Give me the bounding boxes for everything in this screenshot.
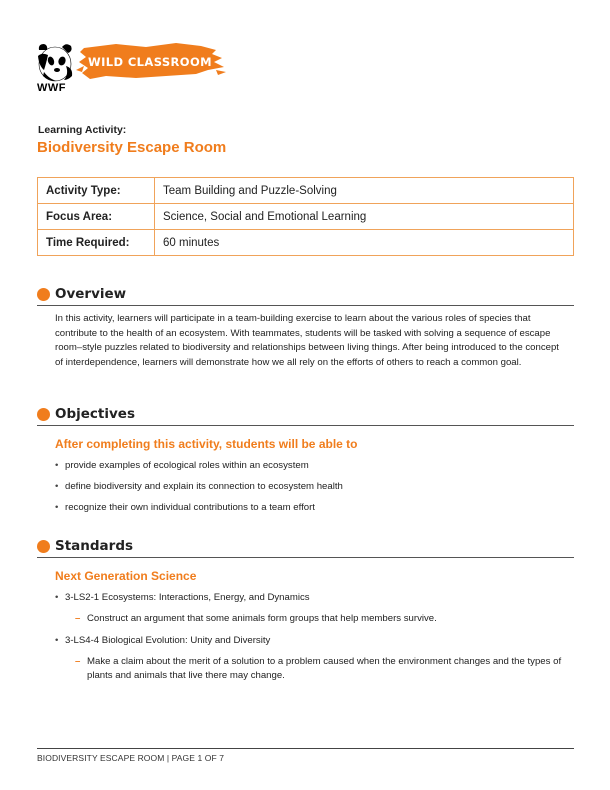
page-footer: BIODIVERSITY ESCAPE ROOM | PAGE 1 OF 7 [37,753,225,763]
standards-subheading: Next Generation Science [55,569,197,583]
objectives-subheading: After completing this activity, students will be able to [55,437,358,451]
wwf-wordmark: WWF [37,82,66,94]
table-row [38,230,574,256]
page-title: Biodiversity Escape Room [37,139,227,156]
bullet-dot-icon [37,540,50,553]
footer-divider [37,748,574,749]
dash-icon: – [75,613,81,624]
section-title: Overview [55,286,127,302]
dash-icon: – [75,656,81,667]
table-row [38,204,574,230]
table-row [38,178,574,204]
section-title: Standards [55,538,134,554]
section-header [37,285,574,306]
sub-list-item: – Make a claim about the merit of a solution to a problem caused when the environment changes and the types of plants and animals that live there may change. [75,656,562,681]
objectives-list [37,459,574,514]
list-item: • provide examples of ecological roles within an ecosystem [55,460,309,471]
activity-kicker: Learning Activity: [38,124,127,136]
objectives-section [37,405,574,514]
bullet-icon: • [55,481,59,492]
panda-icon [36,42,74,82]
sub-list-item: – Construct an argument that some animals form groups that help members survive. [75,613,437,624]
list-item: • 3-LS2-1 Ecosystems: Interactions, Energy, and Dynamics – Construct an argument that some animals form groups that help members survive. [55,591,574,626]
sub-list [65,612,574,626]
bullet-icon: • [55,592,59,603]
sub-list [65,655,574,683]
standards-list [37,591,574,683]
overview-text: In this activity, learners will participate in a team-building exercise to learn about the various roles of species that contribute to the health of an ecosystem. With teammates, students will be tasked with solving a sequence of escape room–style puzzles related to biodiversity and relationships between living things. After being introduced to the concept of interdependence, learners will demonstrate how we all rely on the efforts of others to reach a common goal. [55,313,559,368]
standards-section [37,537,574,683]
section-header [37,405,574,426]
list-item: • define biodiversity and explain its connection to ecosystem health [55,481,343,492]
overview-section [37,285,574,370]
wwf-logo [36,40,236,96]
info-value: Science, Social and Emotional Learning [155,204,574,230]
wild-classroom-label: WILD CLASSROOM [88,55,213,69]
info-value: Team Building and Puzzle-Solving [155,178,574,204]
info-key: Time Required: [38,230,155,256]
activity-info-table [37,177,574,256]
section-header [37,537,574,558]
bullet-icon: • [55,460,59,471]
info-value: 60 minutes [155,230,574,256]
info-key: Focus Area: [38,204,155,230]
list-item: • 3-LS4-4 Biological Evolution: Unity and Diversity – Make a claim about the merit of a solution to a problem caused when the environment changes and the types of plants and animals that live there may change. [55,634,574,683]
info-key: Activity Type: [38,178,155,204]
list-item: • recognize their own individual contributions to a team effort [55,502,315,513]
section-title: Objectives [55,406,135,422]
bullet-icon: • [55,635,59,646]
bullet-dot-icon [37,288,50,301]
bullet-icon: • [55,502,59,513]
bullet-dot-icon [37,408,50,421]
